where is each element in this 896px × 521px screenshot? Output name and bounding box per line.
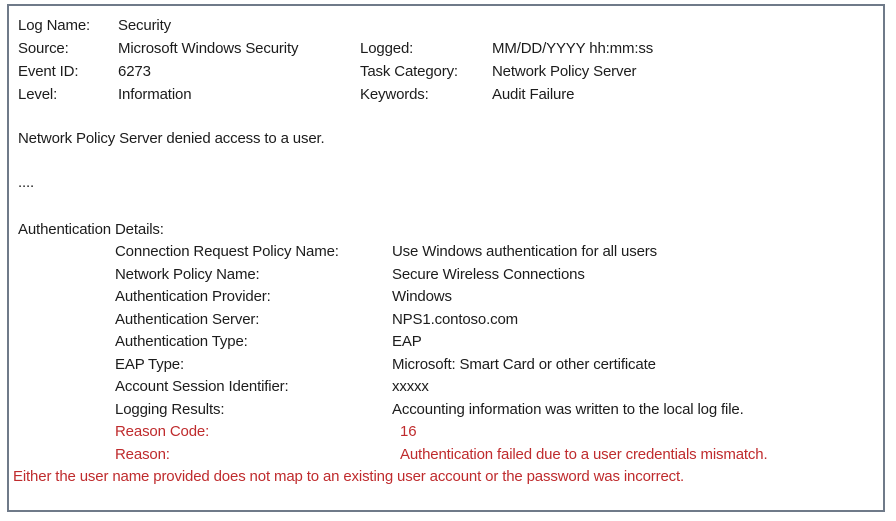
detail-value: Accounting information was written to the local log file. xyxy=(392,400,744,418)
detail-label: Authentication Server: xyxy=(115,310,260,328)
event-description: Network Policy Server denied access to a user. xyxy=(18,130,325,147)
auth-details-list xyxy=(18,241,873,466)
detail-value: 16 xyxy=(400,423,417,440)
detail-row-reason-code xyxy=(18,421,873,444)
header-label: Event ID: xyxy=(18,63,79,80)
detail-label: Authentication Type: xyxy=(115,333,248,350)
header-value: Microsoft Windows Security xyxy=(118,40,299,57)
detail-row xyxy=(18,376,873,399)
footnote-text: Either the user name provided does not map to an existing user account or the password was incorrect. xyxy=(13,468,685,485)
detail-value: NPS1.contoso.com xyxy=(392,310,518,328)
detail-value: Use Windows authentication for all users xyxy=(392,243,657,260)
detail-row xyxy=(18,399,873,422)
header-label: Level: xyxy=(18,86,58,103)
detail-value: Microsoft: Smart Card or other certificate xyxy=(392,355,656,373)
ellipsis-text: .... xyxy=(18,174,35,191)
detail-row-reason xyxy=(18,444,873,467)
header-value xyxy=(492,14,873,37)
detail-label: Logging Results: xyxy=(115,400,225,418)
header-value: 6273 xyxy=(118,63,151,80)
detail-row xyxy=(18,286,873,309)
auth-details-title: Authentication Details: xyxy=(18,221,164,238)
header-label: Source: xyxy=(18,40,69,57)
detail-label: Connection Request Policy Name: xyxy=(115,243,339,260)
event-log-panel xyxy=(7,4,885,512)
header-value: Audit Failure xyxy=(492,86,575,103)
header-label: Log Name: xyxy=(18,17,91,34)
detail-row xyxy=(18,264,873,287)
detail-row xyxy=(18,354,873,377)
detail-label: Reason Code: xyxy=(115,423,210,440)
detail-label: Reason: xyxy=(115,445,170,463)
header-label: Logged: xyxy=(360,40,414,57)
event-header xyxy=(18,14,873,106)
header-label: Keywords: xyxy=(360,86,429,103)
header-value: MM/DD/YYYY hh:mm:ss xyxy=(492,40,654,57)
detail-label: EAP Type: xyxy=(115,355,184,373)
header-row xyxy=(18,60,873,83)
header-value: Network Policy Server xyxy=(492,63,637,80)
detail-label: Network Policy Name: xyxy=(115,265,260,283)
detail-value: xxxxx xyxy=(392,378,429,395)
header-label: Task Category: xyxy=(360,63,458,80)
header-value: Information xyxy=(118,86,192,103)
header-row xyxy=(18,83,873,106)
header-row xyxy=(18,37,873,60)
detail-label: Account Session Identifier: xyxy=(115,378,289,395)
detail-value: Secure Wireless Connections xyxy=(392,265,585,283)
header-value: Security xyxy=(118,17,171,34)
detail-value: EAP xyxy=(392,333,422,350)
detail-row xyxy=(18,309,873,332)
detail-value: Authentication failed due to a user credentials mismatch. xyxy=(400,445,768,463)
detail-label: Authentication Provider: xyxy=(115,288,271,305)
detail-row xyxy=(18,241,873,264)
detail-value: Windows xyxy=(392,288,452,305)
detail-row xyxy=(18,331,873,354)
header-label xyxy=(360,14,492,37)
header-row xyxy=(18,14,873,37)
